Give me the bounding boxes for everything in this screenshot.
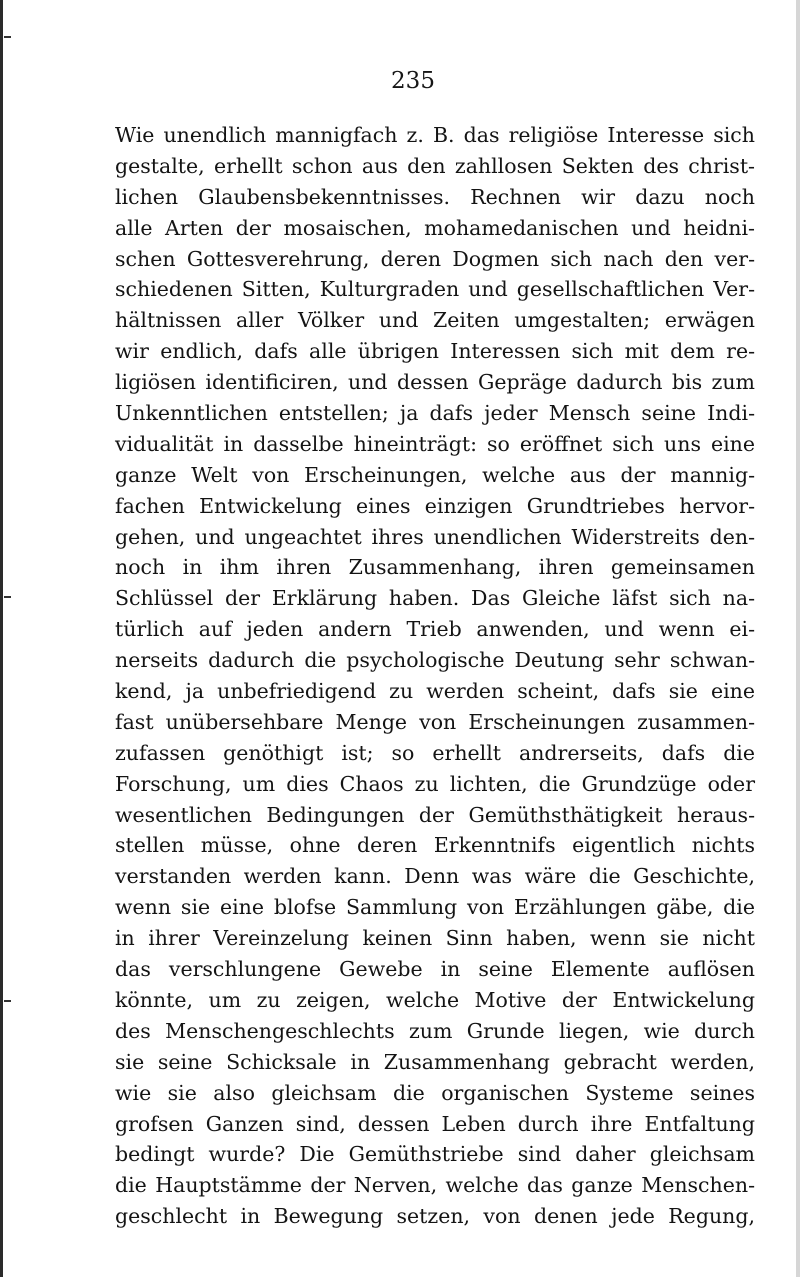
text-line: des Menschengeschlechts zum Grunde liegen, wie durch [115, 1018, 755, 1043]
text-line: gehen, und ungeachtet ihres unendlichen Widerstreits den- [115, 524, 755, 549]
text-line: ganze Welt von Erscheinungen, welche aus der mannig- [115, 462, 755, 487]
text-line: Forschung, um dies Chaos zu lichten, die Grundzüge oder [115, 771, 755, 796]
text-line: fast unübersehbare Menge von Erscheinungen zusammen- [115, 709, 755, 734]
text-line: verstanden werden kann. Denn was wäre die Geschichte, [115, 864, 755, 889]
text-line: die Hauptstämme der Nerven, welche das ganze Menschen- [115, 1173, 755, 1198]
text-line: schiedenen Sitten, Kulturgraden und gesellschaftlichen Ver- [115, 277, 755, 302]
binding-mark [4, 596, 11, 598]
text-line: stellen müsse, ohne deren Erkenntnifs eigentlich nichts [115, 833, 755, 858]
page-right-edge [796, 0, 800, 1277]
text-line: geschlecht in Bewegung setzen, von denen jede Regung, [115, 1204, 755, 1229]
text-line: in ihrer Vereinzelung keinen Sinn haben, wenn sie nicht [115, 926, 755, 951]
page-number: 235 [391, 68, 435, 94]
binding-mark [4, 1000, 11, 1002]
text-line: hältnissen aller Völker und Zeiten umgestalten; erwägen [115, 308, 755, 333]
binding-mark [4, 36, 11, 38]
text-line: schen Gottesverehrung, deren Dogmen sich nach den ver- [115, 246, 755, 271]
body-text [115, 120, 755, 1232]
text-line: bedingt wurde? Die Gemüthstriebe sind daher gleichsam [115, 1142, 755, 1167]
text-line: grofsen Ganzen sind, dessen Leben durch ihre Entfaltung [115, 1111, 755, 1136]
text-line: gestalte, erhellt schon aus den zahllosen Sekten des christ- [115, 153, 755, 178]
text-line: lichen Glaubensbekenntnisses. Rechnen wir dazu noch [115, 184, 755, 209]
text-line: Wie unendlich mannigfach z. B. das religiöse Interesse sich [115, 123, 755, 147]
page-left-edge [0, 0, 3, 1277]
text-line: das verschlungene Gewebe in seine Elemente auflösen [115, 957, 755, 982]
text-line: alle Arten der mosaischen, mohamedanischen und heidni- [115, 215, 755, 240]
text-line: sie seine Schicksale in Zusammenhang gebracht werden, [115, 1049, 755, 1074]
text-line: ligiösen identificiren, und dessen Gepräge dadurch bis zum [115, 370, 755, 395]
text-line: kend, ja unbefriedigend zu werden scheint, dafs sie eine [115, 679, 755, 704]
text-line: wir endlich, dafs alle übrigen Interessen sich mit dem re- [115, 339, 755, 364]
text-line: wesentlichen Bedingungen der Gemüthsthätigkeit heraus- [115, 802, 755, 827]
text-line: noch in ihm ihren Zusammenhang, ihren gemeinsamen [115, 555, 755, 580]
text-line: türlich auf jeden andern Trieb anwenden, und wenn ei- [115, 617, 755, 642]
text-line: fachen Entwickelung eines einzigen Grundtriebes hervor- [115, 493, 755, 518]
text-line: könnte, um zu zeigen, welche Motive der Entwickelung [115, 987, 755, 1012]
text-line: Unkenntlichen entstellen; ja dafs jeder Mensch seine Indi- [115, 401, 755, 426]
text-line: wie sie also gleichsam die organischen Systeme seines [115, 1080, 755, 1105]
text-line: zufassen genöthigt ist; so erhellt andrerseits, dafs die [115, 740, 755, 765]
text-line: vidualität in dasselbe hineinträgt: so eröffnet sich uns eine [115, 431, 755, 456]
text-line: wenn sie eine blofse Sammlung von Erzählungen gäbe, die [115, 895, 755, 920]
text-line: Schlüssel der Erklärung haben. Das Gleiche läfst sich na- [115, 586, 755, 611]
text-line: nerseits dadurch die psychologische Deutung sehr schwan- [115, 648, 755, 673]
